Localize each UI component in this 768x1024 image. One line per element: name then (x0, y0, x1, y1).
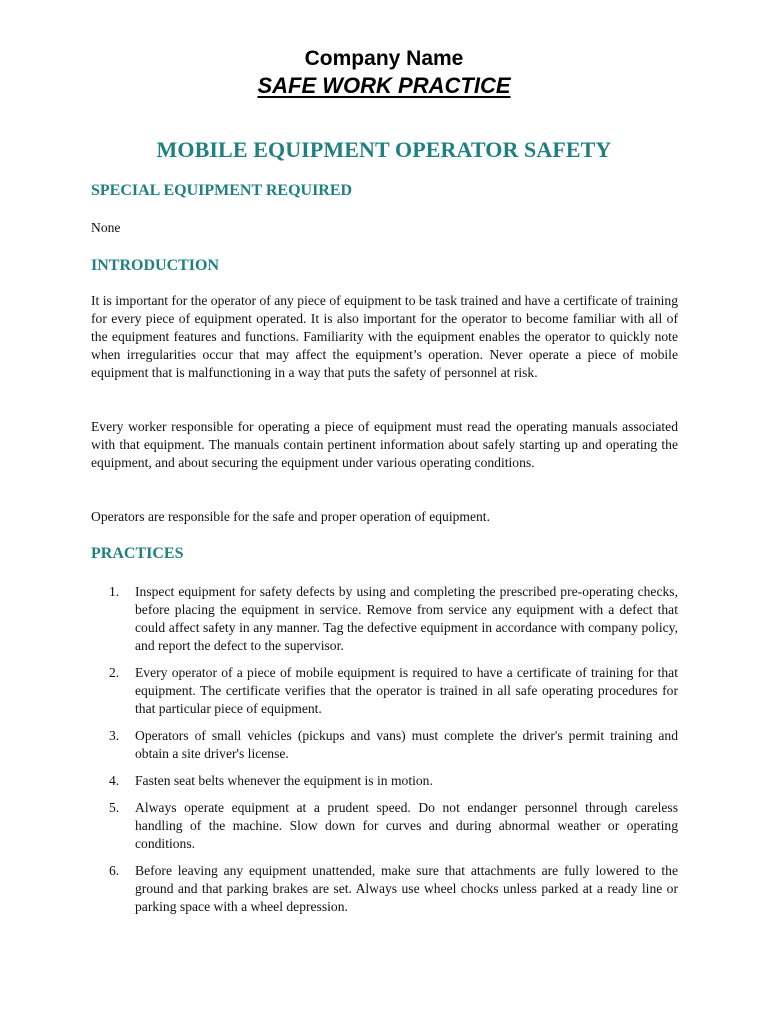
practices-list (91, 583, 678, 925)
practice-text: Fasten seat belts whenever the equipment is in motion. (135, 773, 433, 788)
section-heading-practices: PRACTICES (91, 545, 184, 562)
practice-number: 3. (109, 728, 120, 743)
practice-number: 6. (109, 863, 120, 878)
company-name: Company Name (304, 47, 464, 70)
document-type-text: SAFE WORK PRACTICE (257, 73, 511, 98)
practice-item (91, 583, 678, 655)
document-type (0, 72, 768, 100)
practice-item (91, 772, 678, 790)
practice-text: Always operate equipment at a prudent speed. Do not endanger personnel through careless handling of the machine. Slow down for curves and during abnormal weather or operating conditions. (135, 800, 678, 851)
practice-number: 2. (109, 665, 120, 680)
practice-text: Operators of small vehicles (pickups and vans) must complete the driver's permit training and obtain a site driver's license. (135, 728, 678, 761)
introduction-paragraph-3: Operators are responsible for the safe and proper operation of equipment. (91, 509, 490, 524)
document-title: MOBILE EQUIPMENT OPERATOR SAFETY (156, 137, 612, 162)
practice-item (91, 727, 678, 763)
practice-number: 5. (109, 800, 120, 815)
practice-item (91, 862, 678, 916)
practice-number: 4. (109, 773, 120, 788)
practice-item (91, 799, 678, 853)
section-heading-introduction: INTRODUCTION (91, 257, 220, 274)
practice-text: Inspect equipment for safety defects by using and completing the prescribed pre-operating checks, before placing the equipment in service. Remove from service any equipment with a defect that could affect safety in any manner. Tag the defective equipment in accordance with company policy, and report the defect to the supervisor. (135, 584, 678, 653)
practice-item (91, 664, 678, 718)
practice-text: Every operator of a piece of mobile equipment is required to have a certificate of training for that equipment. The certificate verifies that the operator is trained in all safe operating procedures for that particular piece of equipment. (135, 665, 678, 716)
introduction-paragraph-2: Every worker responsible for operating a piece of equipment must read the operating manuals associated with that equipment. The manuals contain pertinent information about safely starting up and operating the equipment, and about securing the equipment under various operating conditions. (91, 419, 678, 470)
special-equipment-body: None (91, 220, 121, 235)
introduction-paragraph-1: It is important for the operator of any piece of equipment to be task trained and have a certificate of training for every piece of equipment operated. It is also important for the operator to become familiar with all of the equipment features and functions. Familiarity with the equipment enables the operator to quickly note when irregularities occur that may affect the equipment’s operation. Never operate a piece of mobile equipment that is malfunctioning in a way that puts the safety of personnel at risk. (91, 293, 678, 380)
practice-number: 1. (109, 584, 120, 599)
section-heading-special-equipment: SPECIAL EQUIPMENT REQUIRED (91, 182, 353, 199)
practice-text: Before leaving any equipment unattended, make sure that attachments are fully lowered to the ground and that parking brakes are set. Always use wheel chocks unless parked at a ready line or parking space with a wheel depression. (135, 863, 678, 914)
